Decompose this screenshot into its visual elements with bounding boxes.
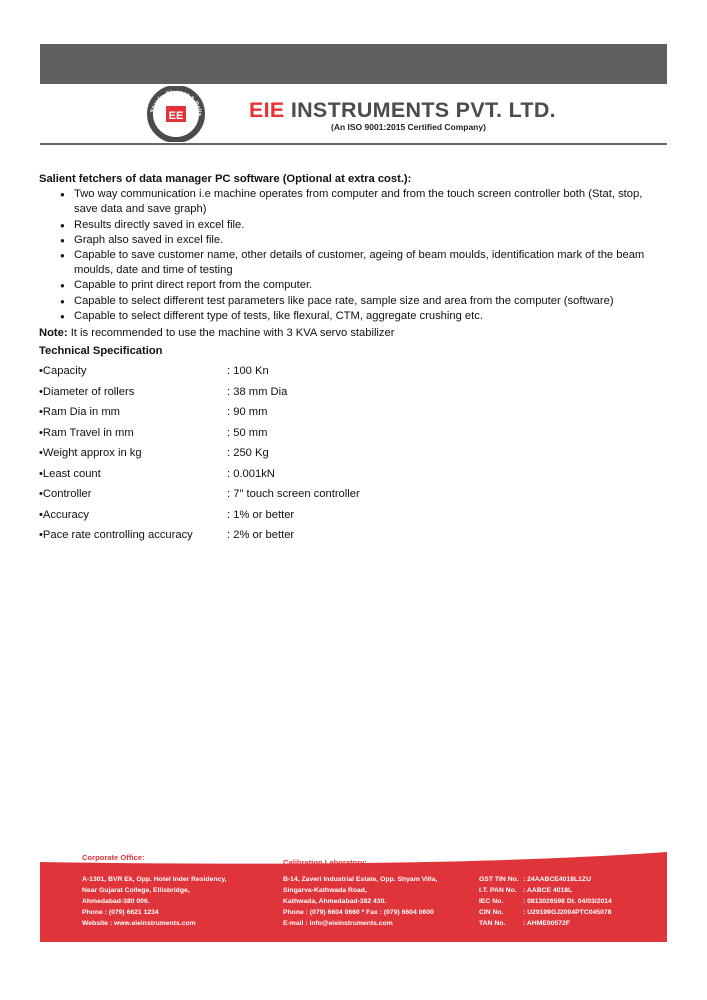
corporate-address	[82, 874, 227, 929]
spec-key: •Ram Travel in mm	[39, 426, 134, 439]
spec-value: : 7" touch screen controller	[227, 488, 360, 501]
address-line: Website : www.eieinstruments.com	[82, 920, 196, 927]
address-line: Singarva-Kathwada Road,	[283, 887, 367, 894]
registration-row	[479, 885, 612, 896]
registration-label: IEC No.	[479, 898, 504, 905]
registration-label: GST TIN No.	[479, 876, 519, 883]
table-row	[39, 508, 360, 529]
spec-value: : 0.001kN	[227, 467, 275, 480]
address-line: Phone : (079) 6604 0660 * Fax : (079) 6604 0600	[283, 909, 434, 916]
table-row	[39, 385, 360, 406]
address-line: Kathwada, Ahmedabad-382 430.	[283, 898, 387, 905]
spec-value: : 2% or better	[227, 529, 295, 542]
registration-value: : 0813026598 Dt. 04/03/2014	[523, 898, 612, 905]
list-item: ● Results directly saved in excel file.	[74, 218, 669, 233]
note-label: Note:	[39, 327, 68, 340]
registration-label: I.T. PAN No.	[479, 887, 517, 894]
registration-value: : 24AABCE4018L1ZU	[523, 876, 591, 883]
corporate-office-title: Corporate Office:	[82, 853, 145, 862]
spec-key: •Ram Dia in mm	[39, 406, 120, 419]
features-heading: Salient fetchers of data manager PC software (Optional at extra cost.):	[39, 173, 412, 185]
spec-key: •Diameter of rollers	[39, 385, 135, 398]
list-item: ● Graph also saved in excel file.	[74, 233, 669, 248]
table-row	[39, 405, 360, 426]
table-row	[39, 364, 360, 385]
svg-text:Sturdy, Elegant & Reliable: Sturdy, Elegant & Relia	[150, 89, 203, 117]
note	[39, 326, 669, 341]
registration-label: CIN No.	[479, 909, 504, 916]
spec-key: •Least count	[39, 467, 101, 480]
address-line: E-mail : info@eieinstruments.com	[283, 920, 393, 927]
table-row	[39, 446, 360, 467]
address-line: Phone : (079) 6621 1234	[82, 909, 159, 916]
registration-value: : AHME00572F	[523, 920, 570, 927]
address-line: Ahmedabad-380 006.	[82, 898, 150, 905]
registration-row	[479, 874, 612, 885]
table-row	[39, 467, 360, 488]
spec-key: •Pace rate controlling accuracy	[39, 529, 193, 542]
table-row	[39, 426, 360, 447]
spec-key: •Accuracy	[39, 508, 89, 521]
spec-key: •Capacity	[39, 365, 87, 378]
registration-details	[479, 874, 612, 929]
list-item: ● Capable to print direct report from the computer.	[74, 278, 669, 293]
spec-table	[39, 364, 360, 549]
calibration-lab-title: Calibration Laboratory:	[283, 858, 367, 867]
registration-value: : AABCE 4018L	[523, 887, 573, 894]
table-row	[39, 528, 360, 549]
spec-value: : 38 mm Dia	[227, 385, 288, 398]
document-body	[39, 172, 669, 549]
registration-row	[479, 907, 612, 918]
list-item: ● Two way communication i.e machine operates from computer and from the touch screen controller both (Stat, stop, save data and save graph)	[74, 187, 669, 217]
note-text: It is recommended to use the machine with 3 KVA servo stabilizer	[67, 327, 395, 340]
features-list	[39, 187, 669, 324]
list-item: ● Capable to select different test parameters like pace rate, sample size and area from the computer (software)	[74, 294, 669, 309]
list-item: ● Capable to select different type of tests, like flexural, CTM, aggregate crushing etc.	[74, 309, 669, 324]
header-divider	[40, 143, 667, 145]
table-row	[39, 487, 360, 508]
list-item: ● Capable to save customer name, other details of customer, ageing of beam moulds, identification mark of the beam moulds, date and time of testing	[74, 248, 669, 278]
spec-title: Technical Specification	[39, 345, 163, 358]
address-line: A-1301, BVR Ek, Opp. Hotel Inder Residency,	[82, 876, 227, 883]
lab-address	[283, 874, 437, 929]
registration-row	[479, 896, 612, 907]
spec-value: : 90 mm	[227, 406, 268, 419]
iso-certification: (An ISO 9001:2015 Certified Company)	[331, 122, 486, 132]
registration-row	[479, 918, 612, 929]
spec-value: : 100 Kn	[227, 365, 269, 378]
spec-value: : 50 mm	[227, 426, 268, 439]
company-name	[249, 98, 556, 123]
company-seal-logo	[140, 86, 212, 142]
header-curve	[40, 70, 667, 100]
address-line: Near Gujarat College, Ellisbridge,	[82, 887, 190, 894]
registration-value: : U29199GJ2004PTC045078	[523, 909, 612, 916]
registration-label: TAN No.	[479, 920, 506, 927]
company-suffix: INSTRUMENTS PVT. LTD.	[284, 98, 556, 122]
address-line: B-14, Zaveri Industrial Estate, Opp. Shyam Villa,	[283, 876, 438, 883]
company-prefix: EIE	[249, 98, 285, 122]
svg-text:EE: EE	[168, 110, 184, 122]
spec-value: : 250 Kg	[227, 447, 269, 460]
spec-key: •Controller	[39, 488, 92, 501]
spec-value: : 1% or better	[227, 508, 295, 521]
spec-key: •Weight approx in kg	[39, 447, 142, 460]
